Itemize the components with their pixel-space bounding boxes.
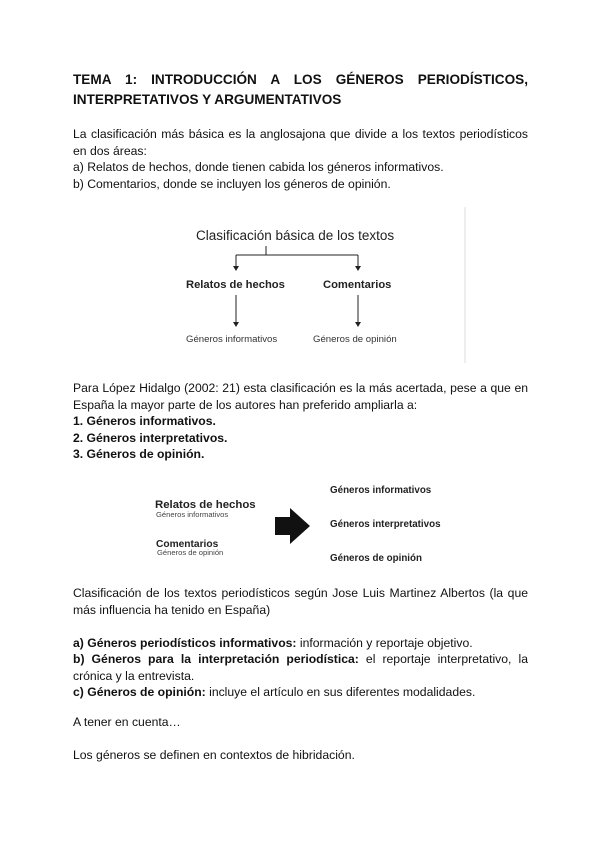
martinez-item-a-title: a) Géneros periodísticos informativos: bbox=[73, 635, 297, 650]
intro-paragraph: La clasificación más básica es la anglosajona que divide a los textos periodísticos en dos áreas: bbox=[73, 127, 528, 158]
diagram-left-child: Géneros informativos bbox=[186, 334, 278, 345]
lopez-paragraph: Para López Hidalgo (2002: 21) esta clasificación es la más acertada, pese a que en España la mayor parte de los autores han preferido ampliarla a: bbox=[73, 381, 528, 412]
final-text: Los géneros se definen en contextos de hibridación. bbox=[73, 748, 355, 762]
martinez-item-b bbox=[73, 651, 528, 684]
lopez-item-3: 3. Géneros de opinión. bbox=[73, 447, 205, 461]
lopez-item-1: 1. Géneros informativos. bbox=[73, 414, 216, 428]
page-title bbox=[73, 70, 528, 110]
right-arrow-icon bbox=[275, 508, 310, 544]
lopez-section bbox=[73, 380, 528, 463]
output-genre-2: Géneros interpretativos bbox=[330, 519, 441, 530]
arrowhead-right-child bbox=[355, 322, 361, 327]
arrowhead-left-child bbox=[233, 322, 239, 327]
note-section bbox=[73, 714, 528, 731]
martinez-item-a bbox=[73, 635, 528, 652]
diagram-right-child: Géneros de opinión bbox=[313, 334, 397, 345]
martinez-item-a-text: información y reportaje objetivo. bbox=[296, 635, 473, 650]
diagram-right-node: Comentarios bbox=[323, 279, 392, 291]
classification-diagram bbox=[170, 205, 470, 365]
relatos-sub-label: Géneros informativos bbox=[156, 510, 229, 519]
relatos-label: Relatos de hechos bbox=[155, 499, 256, 511]
intro-item-a: a) Relatos de hechos, donde tienen cabida los géneros informativos. bbox=[73, 160, 444, 174]
output-genre-1: Géneros informativos bbox=[330, 485, 432, 496]
martinez-item-c bbox=[73, 684, 528, 701]
title-line-2: INTERPRETATIVOS Y ARGUMENTATIVOS bbox=[73, 92, 342, 107]
martinez-item-b-text: el reportaje interpretativo, la crónica y la entrevista. bbox=[73, 652, 528, 683]
intro-section bbox=[73, 126, 528, 192]
comentarios-label: Comentarios bbox=[156, 539, 219, 550]
comentarios-sub-label: Géneros de opinión bbox=[157, 548, 224, 557]
spacer bbox=[73, 618, 528, 635]
arrowhead-right bbox=[355, 266, 361, 271]
note-text: A tener en cuenta… bbox=[73, 715, 181, 729]
martinez-item-b-title: b) Géneros para la interpretación periodística: bbox=[73, 652, 359, 666]
diagram-left-node: Relatos de hechos bbox=[186, 279, 285, 291]
final-section bbox=[73, 747, 528, 764]
title-line-1: TEMA 1: INTRODUCCIÓN A LOS GÉNEROS PERIODÍSTICOS, bbox=[73, 72, 528, 87]
martinez-item-c-text: incluye el artículo en sus diferentes modalidades. bbox=[205, 685, 476, 699]
martinez-section bbox=[73, 585, 528, 701]
output-genre-3: Géneros de opinión bbox=[330, 553, 422, 564]
intro-item-b: b) Comentarios, donde se incluyen los géneros de opinión. bbox=[73, 176, 391, 191]
martinez-paragraph: Clasificación de los textos periodísticos según Jose Luis Martinez Albertos (la que más influencia ha tenido en España) bbox=[73, 586, 528, 617]
diagram-title: Clasificación básica de los textos bbox=[196, 228, 395, 243]
genres-expansion-diagram bbox=[150, 475, 460, 575]
martinez-item-c-title: c) Géneros de opinión: bbox=[73, 685, 206, 699]
lopez-item-2: 2. Géneros interpretativos. bbox=[73, 430, 228, 445]
arrowhead-left bbox=[233, 266, 239, 271]
